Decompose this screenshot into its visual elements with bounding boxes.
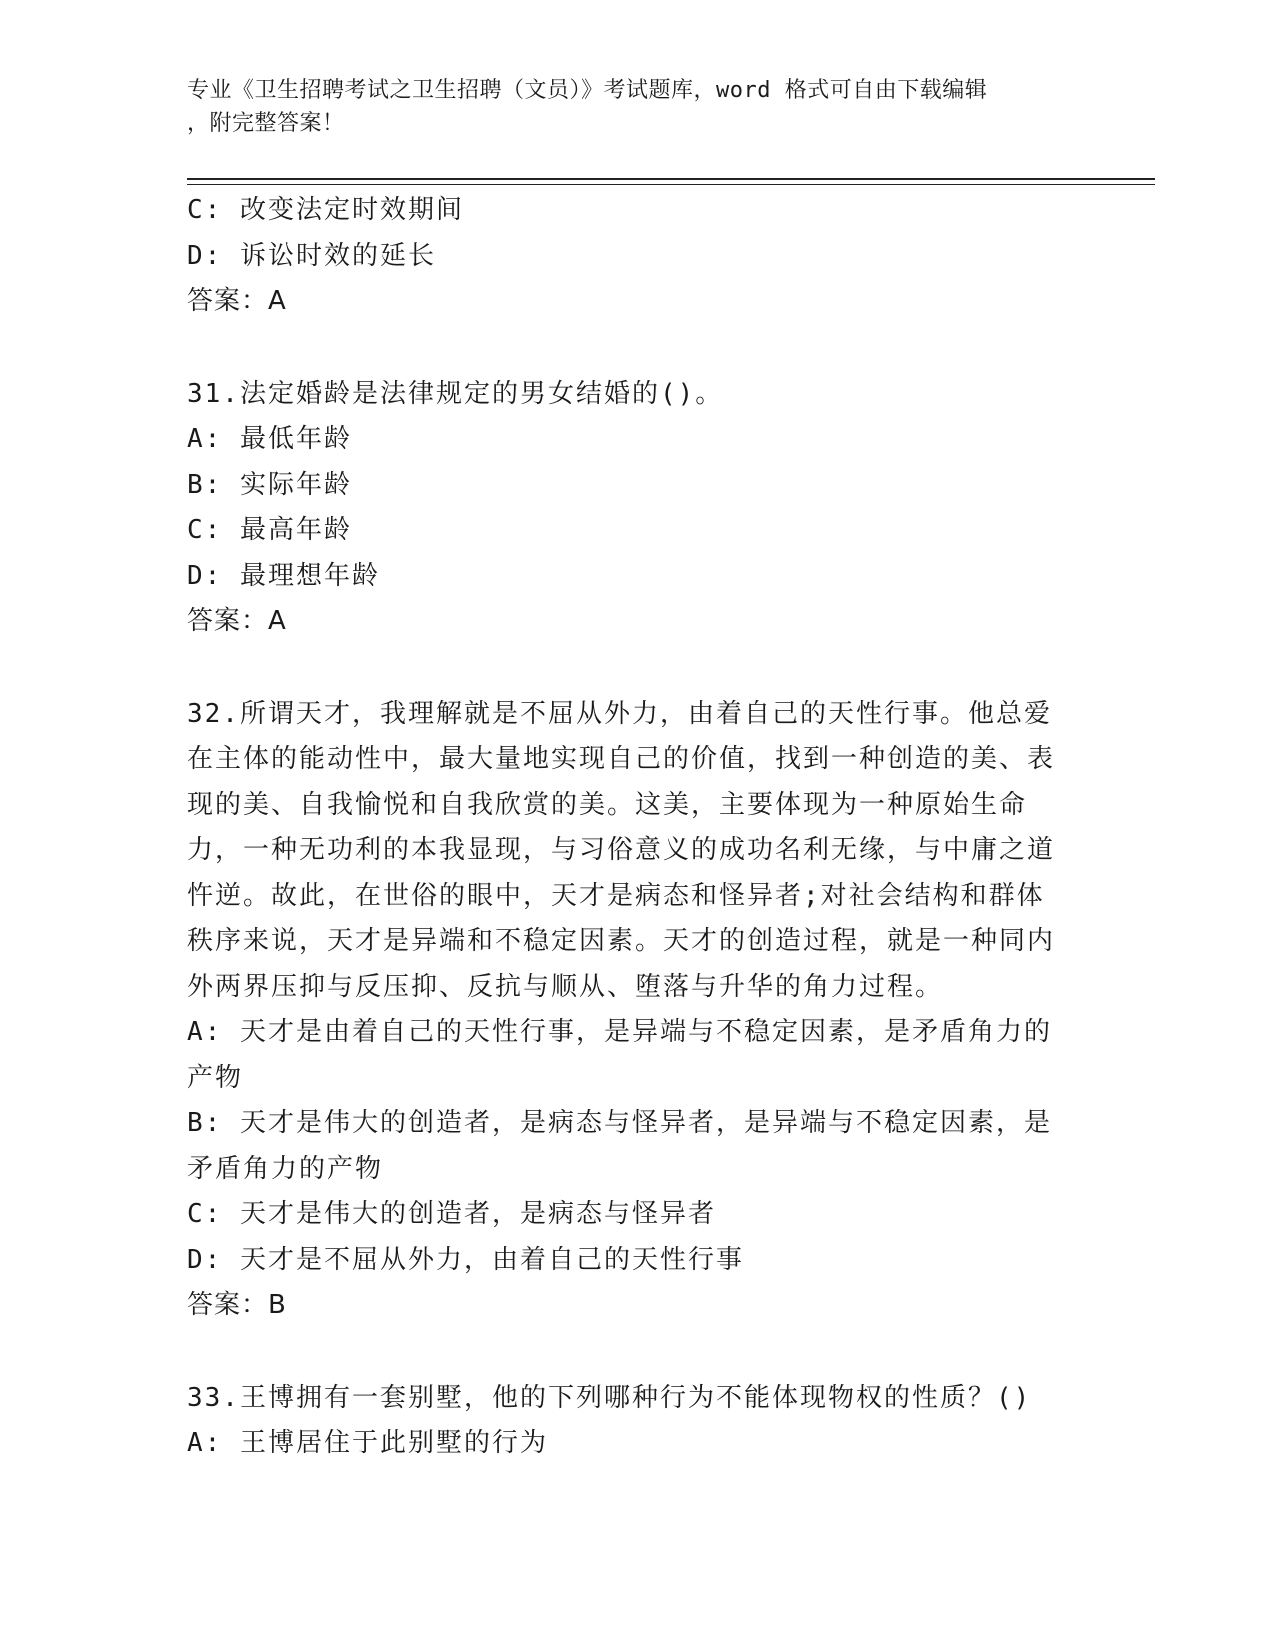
question-32 (187, 692, 1087, 1329)
option-c: C: 改变法定时效期间 (187, 195, 464, 225)
header-line-1: 专业《卫生招聘考试之卫生招聘（文员）》考试题库，word 格式可自由下载编辑 (187, 78, 988, 103)
answer: 答案：B (187, 1290, 287, 1320)
document-header (187, 74, 1067, 140)
option-a: A: 最低年龄 (187, 424, 352, 454)
question-31 (187, 372, 1087, 645)
question-text: 33.王博拥有一套别墅，他的下列哪种行为不能体现物权的性质？() (187, 1382, 1032, 1413)
question-33 (187, 1376, 1087, 1467)
option-d: D: 天才是不屈从外力，由着自己的天性行事 (187, 1244, 744, 1275)
question-text: 31.法定婚龄是法律规定的男女结婚的()。 (187, 378, 724, 409)
option-d: D: 最理想年龄 (187, 560, 380, 591)
question-30-tail (187, 188, 1087, 325)
question-text: 32.所谓天才，我理解就是不屈从外力，由着自己的天性行事。他总爱在主体的能动性中，最大量地实现自己的价值，找到一种创造的美、表现的美、自我愉悦和自我欣赏的美。这美，主要体现为一种原始生命力，一种无功利的本我显现，与习俗意义的成功名利无缘，与中庸之道忤逆。故此，在世俗的眼中，天才是病态和怪异者;对社会结构和群体秩序来说，天才是异端和不稳定因素。天才的创造过程，就是一种同内外两界压抑与反压抑、反抗与顺从、堕落与升华的角力过程。 (187, 698, 1056, 1002)
option-b: B: 天才是伟大的创造者，是病态与怪异者，是异端与不稳定因素，是矛盾角力的产物 (187, 1108, 1052, 1184)
header-line-2: ，附完整答案！ (187, 111, 345, 136)
option-a: A: 天才是由着自己的天性行事，是异端与不稳定因素，是矛盾角力的产物 (187, 1017, 1052, 1093)
option-c: C: 天才是伟大的创造者，是病态与怪异者 (187, 1199, 716, 1229)
answer: 答案：A (187, 286, 287, 316)
option-d: D: 诉讼时效的延长 (187, 240, 436, 271)
option-c: C: 最高年龄 (187, 515, 352, 545)
option-a: A: 王博居住于此别墅的行为 (187, 1428, 548, 1458)
header-divider-thin (187, 184, 1155, 185)
header-divider-thick (187, 178, 1155, 180)
option-b: B: 实际年龄 (187, 469, 352, 500)
answer: 答案：A (187, 606, 287, 636)
question-list (187, 188, 1087, 1467)
